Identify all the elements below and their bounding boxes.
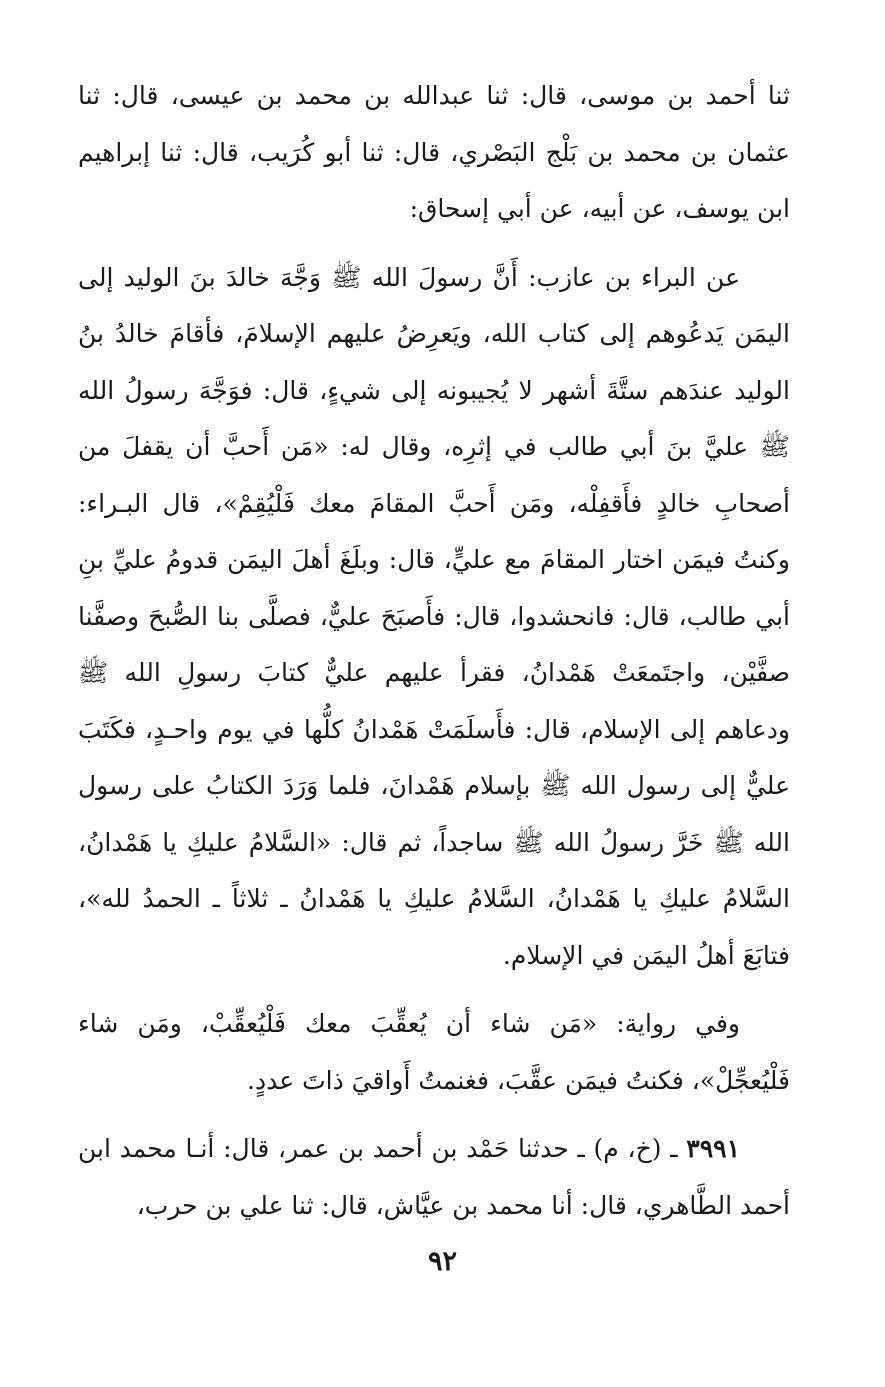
page-body <box>78 68 790 1234</box>
variant-narration-paragraph: وفي رواية: «مَن شاء أن يُعقِّبَ معك فَلْيُعقِّبْ، ومَن شاء فَلْيُعجِّلْ»، فكنتُ فيمَن عقَّبَ، فغنمتُ أَواقيَ ذاتَ عددٍ. <box>78 1009 790 1095</box>
hadith-entry-text: ـ (خ، م) ـ حدثنا حَمْد بن أحمد بن عمر، قال: أنـا محمد ابن أحمد الطَّاهري، قال: أنا محمد بن عيَّاش، قال: ثنا علي بن حرب، <box>78 1134 790 1220</box>
page-number: ٩٢ <box>427 1246 457 1277</box>
hadith-entry <box>78 1121 790 1234</box>
hadith-body-paragraph: عن البراء بن عازب: أَنَّ رسولَ الله ﷺ وَجَّهَ خالدَ بنَ الوليد إلى اليمَن يَدعُوهم إلى كتاب الله، ويَعرِضُ عليهم الإسلامَ، فأقامَ خالدُ بنُ الوليد عندَهم ستَّةَ أشهر لا يُجيبونه إلى شيءٍ، قال: فوَجَّهَ رسولُ الله ﷺ عليَّ بنَ أبي طالب في إثرِه، وقال له: «مَن أَحبَّ أن يقفلَ من أصحابِ خالدٍ فأَقفِلْه، ومَن أَحبَّ المقامَ معك فَلْيُقِمْ»، قال البـراء: وكنتُ فيمَن اختار المقامَ مع عليٍّ، قال: وبلَغَ أهلَ اليمَن قدومُ عليِّ بنِ أبي طالب، قال: فانحشدوا، قال: فأَصبَحَ عليٌّ، فصلَّى بنا الصُّبحَ وصفَّنا صفَّيْن، واجتَمعَتْ هَمْدانُ، فقرأ عليهم عليٌّ كتابَ رسولِ الله ﷺ ودعاهم إلى الإسلام، قال: فأَسلَمَتْ هَمْدانُ كلُّها في يوم واحـدٍ، فكَتَبَ عليٌّ إلى رسول الله ﷺ بإسلام هَمْدانَ، فلما وَرَدَ الكتابُ على رسول الله ﷺ خَرَّ رسولُ الله ﷺ ساجداً، ثم قال: «السَّلامُ عليكِ يا هَمْدانُ، السَّلامُ عليكِ يا هَمْدانُ، السَّلامُ عليكِ يا هَمْدانُ ـ ثلاثاً ـ الحمدُ لله»، فتابَعَ أهلُ اليمَن في الإسلام. <box>78 262 790 970</box>
hadith-number: ٣٩٩١ <box>686 1134 740 1163</box>
isnad-paragraph: ثنا أحمد بن موسى، قال: ثنا عبدالله بن محمد بن عيسى، قال: ثنا عثمان بن محمد بن بَلْج البَصْري، قال: ثنا أبو كُرَيب، قال: ثنا إبراهيم ابن يوسف، عن أبيه، عن أبي إسحاق: <box>78 81 790 223</box>
